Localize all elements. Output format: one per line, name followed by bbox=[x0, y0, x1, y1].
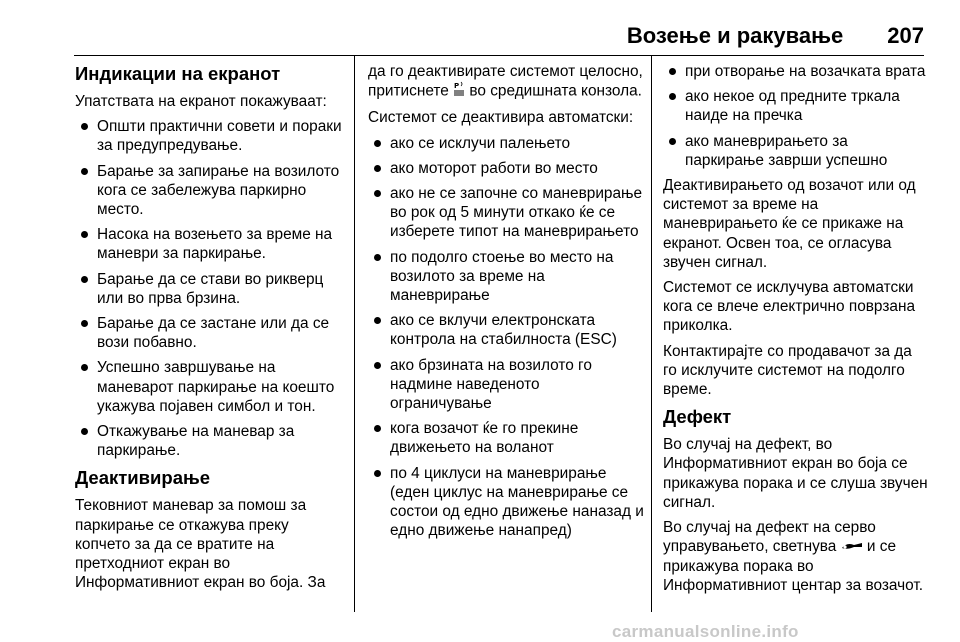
list-item: ако некое од предните тркала наиде на пречка bbox=[663, 87, 929, 125]
list-item: ако не се започне со маневрирање во рок од 5 минути откако ќе се изберете типот на маневрирањето bbox=[368, 184, 644, 242]
dealer-paragraph: Контактирајте со продавачот за да го исклучите системот на подолго време. bbox=[663, 342, 912, 399]
list-item: ако брзината на возилото го надмине наведеното ограничување bbox=[368, 356, 644, 414]
display-items-list bbox=[75, 117, 347, 460]
list-item: при отворање на возачката врата bbox=[663, 62, 929, 81]
list-item: Барање за запирање на возилото кога се забележува паркирно место. bbox=[75, 162, 347, 220]
page-number: 207 bbox=[887, 23, 924, 48]
fault-paragraph-2 bbox=[663, 518, 929, 595]
deactivation-continuation bbox=[368, 62, 644, 102]
column-divider-2 bbox=[651, 55, 652, 612]
page-header bbox=[74, 18, 924, 54]
heading-display-indications: Индикации на екранот bbox=[75, 63, 281, 84]
list-item: ако се вклучи електронската контрола на стабилноста (ESC) bbox=[368, 311, 644, 349]
list-item: по 4 циклуси на маневрирање (еден циклус на маневрирање се состои од едно движење наназад и едно движење нанапред) bbox=[368, 464, 644, 541]
heading-deactivation: Деактивирање bbox=[75, 467, 211, 489]
svg-text:P: P bbox=[454, 82, 460, 91]
auto-deactivation-list-cont bbox=[663, 62, 929, 170]
trailer-paragraph: Системот се исклучува автоматски кога се влече електрично поврзана приколка. bbox=[663, 279, 915, 335]
list-item: по подолго стоење во место на возилото за време на маневрирање bbox=[368, 248, 644, 306]
header-rule bbox=[74, 55, 924, 56]
fault-text-a: Во случај на дефект на серво управувањето, светнува bbox=[663, 519, 876, 556]
list-item: кога возачот ќе го прекине движењето на воланот bbox=[368, 419, 644, 457]
deactivation-paragraph: Тековниот маневар за помош за паркирање се откажува преку копчето за да се вратите на претходниот екран во Информативниот екран во боја. За bbox=[75, 497, 326, 592]
list-item: Барање да се стави во рикверц или во прва брзина. bbox=[75, 270, 347, 308]
list-item: Општи практични совети и пораки за предупредување. bbox=[75, 117, 347, 155]
list-item: Насока на возењето за време на маневри за паркирање. bbox=[75, 225, 347, 263]
list-item: ако моторот работи во место bbox=[368, 159, 644, 178]
list-item: Успешно завршување на маневарот паркирање на коешто укажува појавен симбол и тон. bbox=[75, 358, 347, 416]
column-1 bbox=[75, 62, 347, 598]
column-divider-1 bbox=[354, 55, 355, 612]
display-intro: Упатствата на екранот покажуваат: bbox=[75, 93, 327, 110]
list-item: Откажување на маневар за паркирање. bbox=[75, 422, 347, 460]
list-item: Барање да се застане или да се вози побавно. bbox=[75, 314, 347, 352]
fault-paragraph-1: Во случај на дефект, во Информативниот екран во боја се прикажува порака и се слуша звучен сигнал. bbox=[663, 436, 928, 511]
column-2 bbox=[368, 62, 644, 546]
continuation-text-a: да го деактивирате системот целосно, притиснете bbox=[368, 63, 643, 100]
steering-wrench-icon bbox=[841, 538, 863, 557]
continuation-text-b: во средишната конзола. bbox=[469, 82, 642, 100]
column-3 bbox=[663, 62, 929, 601]
park-assist-icon bbox=[453, 81, 465, 102]
auto-deactivation-list bbox=[368, 134, 644, 541]
watermark: carmanualsonline.info bbox=[612, 622, 799, 641]
fault-text-b: и се прикажува порака во Информативниот центар за возачот. bbox=[663, 538, 924, 594]
heading-fault: Дефект bbox=[663, 406, 732, 428]
list-item: ако се исклучи палењето bbox=[368, 134, 644, 153]
driver-deactivation-paragraph: Деактивирањето од возачот или од системот за време на маневрирањето ќе се прикаже на екранот. Освен тоа, се огласува звучен сигнал. bbox=[663, 177, 916, 271]
auto-deactivation-intro: Системот се деактивира автоматски: bbox=[368, 109, 634, 127]
page-title: Возење и ракување bbox=[626, 23, 844, 48]
list-item: ако маневрирањето за паркирање заврши успешно bbox=[663, 132, 929, 170]
